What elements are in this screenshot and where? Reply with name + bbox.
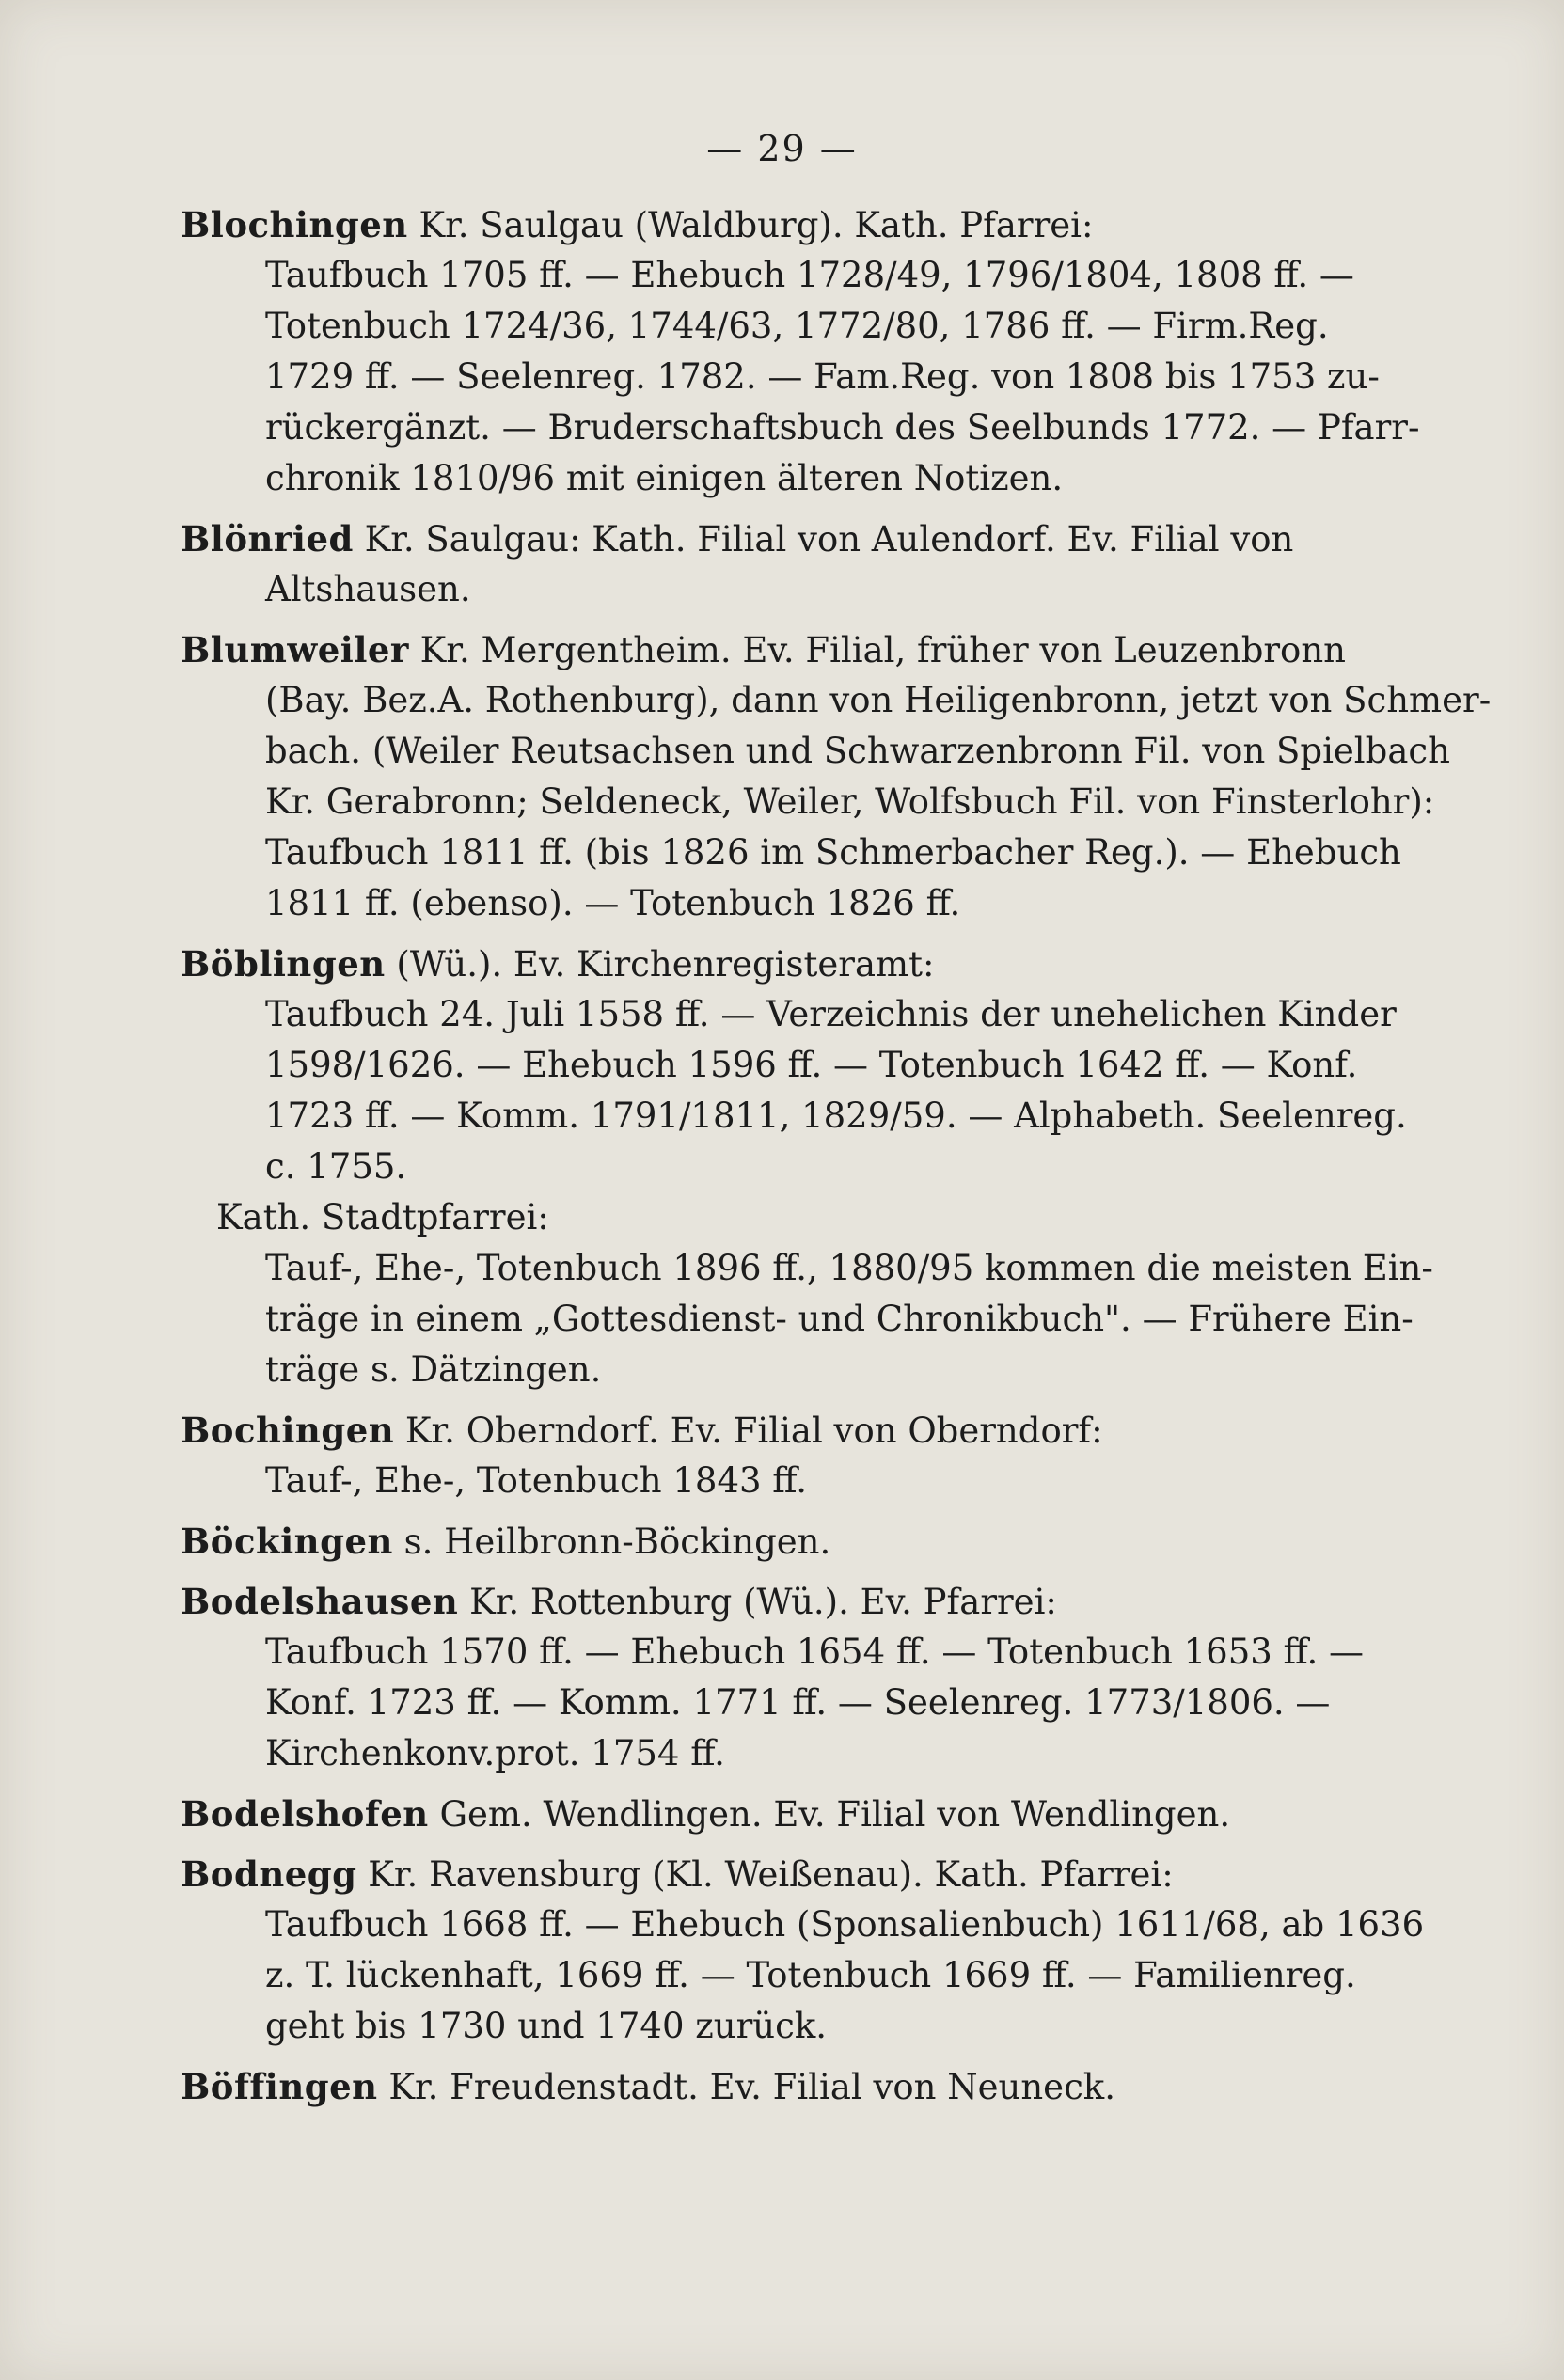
- entry-line: Taufbuch 24. Juli 1558 ff. — Verzeichnis der unehelichen Kinder: [265, 994, 1397, 1034]
- entry-line: träge in einem „Gottesdienst- und Chronikbuch". — Frühere Ein-: [265, 1299, 1414, 1339]
- entry-bloenried: [181, 513, 1384, 615]
- entry-boeckingen: [181, 1516, 1384, 1567]
- entry-blochingen: [181, 199, 1420, 504]
- entry-line: Taufbuch 1705 ff. — Ehebuch 1728/49, 1796/1804, 1808 ff. —: [265, 255, 1354, 295]
- entry-line: 1723 ff. — Komm. 1791/1811, 1829/59. — Alphabeth. Seelenreg.: [265, 1095, 1407, 1136]
- entry-line: Altshausen.: [265, 569, 471, 609]
- entry-heading: Böffingen: [181, 2066, 378, 2107]
- entry-line: träge s. Dätzingen.: [265, 1349, 602, 1390]
- entry-line: Konf. 1723 ff. — Komm. 1771 ff. — Seelenreg. 1773/1806. —: [265, 1682, 1331, 1723]
- entry-line: Taufbuch 1570 ff. — Ehebuch 1654 ff. — Totenbuch 1653 ff. —: [265, 1631, 1365, 1672]
- entry-blumweiler: [181, 624, 1492, 929]
- entry-line: Taufbuch 1668 ff. — Ehebuch (Sponsalienbuch) 1611/68, ab 1636: [265, 1904, 1425, 1945]
- entry-heading: Böckingen: [181, 1521, 393, 1562]
- entry-line: bach. (Weiler Reutsachsen und Schwarzenbronn Fil. von Spielbach: [265, 731, 1450, 771]
- entry-heading: Bodelshofen: [181, 1793, 429, 1835]
- entry-text: Kr. Oberndorf. Ev. Filial von Oberndorf:: [394, 1411, 1103, 1451]
- entry-heading: Blönried: [181, 518, 354, 560]
- entry-bodelshofen: [181, 1789, 1384, 1839]
- entry-line: c. 1755.: [265, 1146, 407, 1187]
- entry-line: Kr. Gerabronn; Seldeneck, Weiler, Wolfsbuch Fil. von Finsterlohr):: [265, 781, 1435, 822]
- entry-boeffingen: [181, 2061, 1384, 2112]
- entry-text: Kr. Saulgau: Kath. Filial von Aulendorf. Ev. Filial von: [353, 519, 1294, 560]
- entry-heading: Bochingen: [181, 1410, 395, 1451]
- entry-line: rückergänzt. — Bruderschaftsbuch des Seelbunds 1772. — Pfarr-: [265, 407, 1420, 448]
- entry-subheading: Kath. Stadtpfarrei:: [216, 1197, 549, 1237]
- entry-heading: Blumweiler: [181, 629, 409, 670]
- entry-line: 1729 ff. — Seelenreg. 1782. — Fam.Reg. von 1808 bis 1753 zu-: [265, 356, 1380, 397]
- entry-text: (Wü.). Ev. Kirchenregisteramt:: [385, 944, 935, 985]
- entry-text: Kr. Mergentheim. Ev. Filial, früher von Leuzenbronn: [408, 630, 1346, 670]
- entry-heading: Böblingen: [181, 943, 386, 985]
- entry-text: Kr. Saulgau (Waldburg). Kath. Pfarrei:: [407, 205, 1094, 245]
- entry-boeblingen: [181, 938, 1433, 1395]
- entry-line: Tauf-, Ehe-, Totenbuch 1896 ff., 1880/95 kommen die meisten Ein-: [265, 1248, 1433, 1288]
- entry-line: 1598/1626. — Ehebuch 1596 ff. — Totenbuch 1642 ff. — Konf.: [265, 1045, 1358, 1085]
- entry-line: geht bis 1730 und 1740 zurück.: [265, 2006, 828, 2046]
- entry-heading: Blochingen: [181, 204, 408, 245]
- entry-line: Tauf-, Ehe-, Totenbuch 1843 ff.: [265, 1460, 808, 1501]
- entry-text: Gem. Wendlingen. Ev. Filial von Wendlingen.: [428, 1794, 1231, 1835]
- entry-line: Kirchenkonv.prot. 1754 ff.: [265, 1733, 725, 1773]
- entry-heading: Bodelshausen: [181, 1581, 459, 1622]
- entry-text: Kr. Rottenburg (Wü.). Ev. Pfarrei:: [458, 1582, 1057, 1622]
- entry-text: Kr. Freudenstadt. Ev. Filial von Neuneck.: [377, 2067, 1115, 2107]
- entry-bochingen: [181, 1405, 1384, 1506]
- entry-bodnegg: [181, 1849, 1425, 2052]
- entry-line: (Bay. Bez.A. Rothenburg), dann von Heiligenbronn, jetzt von Schmer-: [265, 680, 1492, 720]
- entry-line: z. T. lückenhaft, 1669 ff. — Totenbuch 1669 ff. — Familienreg.: [265, 1955, 1356, 1995]
- entry-line: Taufbuch 1811 ff. (bis 1826 im Schmerbacher Reg.). — Ehebuch: [265, 832, 1401, 873]
- entry-heading: Bodnegg: [181, 1853, 357, 1895]
- entry-line: 1811 ff. (ebenso). — Totenbuch 1826 ff.: [265, 883, 961, 923]
- register-entries: [181, 199, 1492, 2121]
- entry-bodelshausen: [181, 1576, 1384, 1779]
- entry-line: Totenbuch 1724/36, 1744/63, 1772/80, 1786 ff. — Firm.Reg.: [265, 306, 1329, 346]
- entry-text: Kr. Ravensburg (Kl. Weißenau). Kath. Pfarrei:: [356, 1854, 1174, 1895]
- entry-line: chronik 1810/96 mit einigen älteren Notizen.: [265, 458, 1064, 498]
- entry-text: s. Heilbronn-Böckingen.: [392, 1521, 831, 1562]
- page-number: — 29 —: [706, 128, 858, 169]
